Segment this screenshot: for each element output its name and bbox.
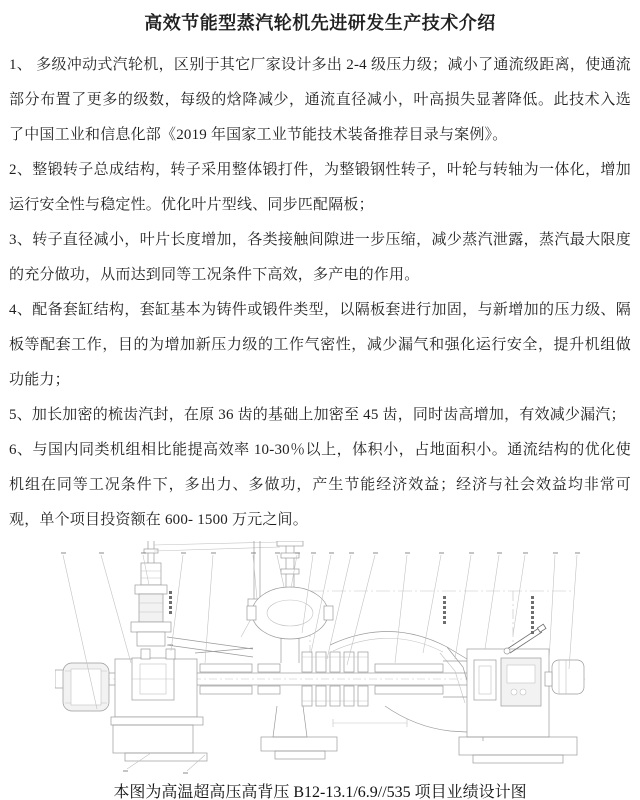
paragraph-4: 4、配备套缸结构，套缸基本为铸件或锻件类型，以隔板套进行加固，与新增加的压力级、隔板等配套工作，目的为增加新压力级的工作气密性，减少漏气和强化运行安全，提升机组做功能力； [9,302,631,388]
body-text [0,36,640,538]
page-title: 高效节能型蒸汽轮机先进研发生产技术介绍 [144,13,496,33]
figure-caption: 本图为高温超高压高背压 B12-13.1/6.9//535 项目业绩设计图 [113,784,527,800]
paragraph-3: 3、转子直径减小，叶片长度增加，各类接触间隙进一步压缩，减少蒸汽泄露，蒸汽最大限度的充分做功，从而达到同等工况条件下高效，多产电的作用。 [9,232,631,283]
turbine-figure [0,541,640,777]
paragraph-6: 6、与国内同类机组相比能提高效率 10-30％以上，体积小，占地面积小。通流结构的优化使机组在同等工况条件下，多出力、多做功，产生节能经济效益；经济与社会效益均非常可观，单个项目投资额在 600- 1500 万元之间。 [9,442,631,528]
paragraph-1: 1、 多级冲动式汽轮机，区别于其它厂家设计多出 2-4 级压力级；减小了通流级距离，使通流部分布置了更多的级数，每级的焓降减少，通流直径减小，叶高损失显著降低。此技术入选了中国工业和信息化部《2019 年国家工业节能技术装备推荐目录与案例》。 [9,57,631,143]
paragraph-2: 2、整锻转子总成结构，转子采用整体锻打件，为整锻钢性转子，叶轮与转轴为一体化，增加运行安全性与稳定性。优化叶片型线、同步匹配隔板； [9,162,631,213]
paragraph-5: 5、加长加密的梳齿汽封，在原 36 齿的基础上加密至 45 齿，同时齿高增加，有效减少漏汽； [9,407,626,423]
turbine-sectional-drawing-image [55,541,585,777]
